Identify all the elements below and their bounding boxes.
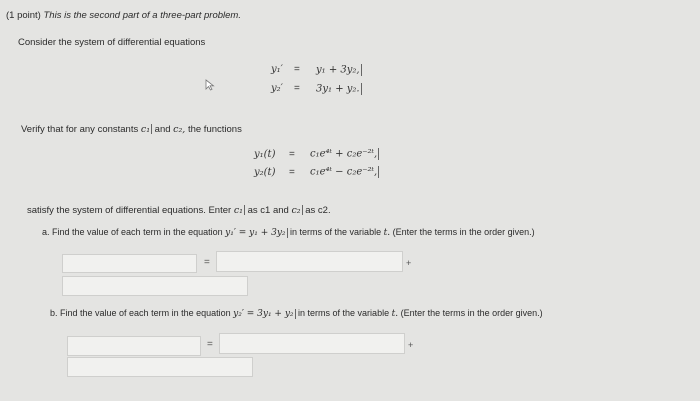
problem-header bbox=[6, 10, 241, 21]
system-row1-lhs: y₁′ bbox=[271, 64, 283, 75]
intro-text: This is the second part of a three-part problem. bbox=[43, 10, 241, 21]
mouse-pointer-icon bbox=[205, 79, 217, 91]
part-b-term2-input[interactable] bbox=[67, 357, 253, 377]
part-a-note: (Enter the terms in the order given.) bbox=[392, 227, 535, 237]
part-a-before: a. Find the value of each term in the equation bbox=[42, 227, 223, 237]
part-b-equals: = bbox=[207, 339, 213, 350]
part-b-before: b. Find the value of each term in the equation bbox=[50, 308, 231, 318]
part-b-equation: y₂′ = 3y₁ + y₂ bbox=[233, 309, 294, 319]
system-row2-eq: = bbox=[294, 83, 300, 94]
verify-text bbox=[21, 124, 242, 135]
solution-row1-eq: = bbox=[289, 149, 295, 160]
system-row1-rhs-text: y₁ + 3y₂, bbox=[316, 64, 360, 76]
satisfy-before: satisfy the system of differential equations. Enter bbox=[27, 205, 232, 216]
satisfy-after: as c2. bbox=[305, 205, 331, 216]
satisfy-mid: as c1 and bbox=[247, 205, 289, 216]
system-row1-rhs bbox=[316, 64, 362, 76]
verify-after: the functions bbox=[187, 124, 242, 135]
solution-row1-rhs-text: c₁e⁴ᵗ + c₂e⁻²ᵗ, bbox=[310, 148, 378, 160]
part-a-plus: + bbox=[406, 258, 412, 268]
system-row1-eq: = bbox=[294, 64, 300, 75]
solution-row2-lhs: y₂(t) bbox=[254, 167, 276, 178]
system-row2-rhs-text: 3y₁ + y₂. bbox=[316, 83, 360, 95]
satisfy-text bbox=[27, 205, 331, 216]
part-a-term1-input[interactable] bbox=[216, 251, 403, 272]
verify-before: Verify that for any constants bbox=[21, 124, 139, 135]
part-a-after: in terms of the variable bbox=[290, 227, 382, 237]
solution-row1-rhs bbox=[310, 148, 379, 160]
part-b-note: (Enter the terms in the order given.) bbox=[400, 308, 543, 318]
part-b-after: in terms of the variable bbox=[298, 308, 390, 318]
part-b-plus: + bbox=[408, 340, 414, 350]
solution-row2-eq: = bbox=[289, 167, 295, 178]
part-b-term1-input[interactable] bbox=[219, 333, 405, 354]
points-label: (1 point) bbox=[6, 10, 41, 21]
solution-row1-lhs: y₁(t) bbox=[254, 149, 276, 160]
part-a-equation: y₁′ = y₁ + 3y₂ bbox=[225, 228, 286, 238]
part-b-prompt bbox=[50, 308, 543, 319]
part-a-lhs-input[interactable] bbox=[62, 254, 197, 273]
part-a-term2-input[interactable] bbox=[62, 276, 248, 296]
satisfy-c2: c₂ bbox=[291, 205, 301, 216]
verify-c1: c₁ bbox=[140, 124, 151, 135]
solution-row2-rhs-text: c₁e⁴ᵗ − c₂e⁻²ᵗ, bbox=[310, 166, 378, 178]
system-row2-rhs bbox=[316, 83, 362, 95]
part-a-prompt bbox=[42, 227, 535, 238]
satisfy-c1: c₁ bbox=[233, 205, 243, 216]
part-a-variable: t. bbox=[383, 228, 391, 238]
verify-c2: c₂, bbox=[173, 124, 186, 135]
solution-row2-rhs bbox=[310, 166, 379, 178]
part-b-lhs-input[interactable] bbox=[67, 336, 201, 356]
part-a-equals: = bbox=[204, 257, 210, 268]
consider-text: Consider the system of differential equations bbox=[18, 37, 206, 48]
part-b-variable: t. bbox=[391, 309, 399, 319]
verify-and: and bbox=[154, 124, 171, 135]
system-row2-lhs: y₂′ bbox=[271, 83, 283, 94]
